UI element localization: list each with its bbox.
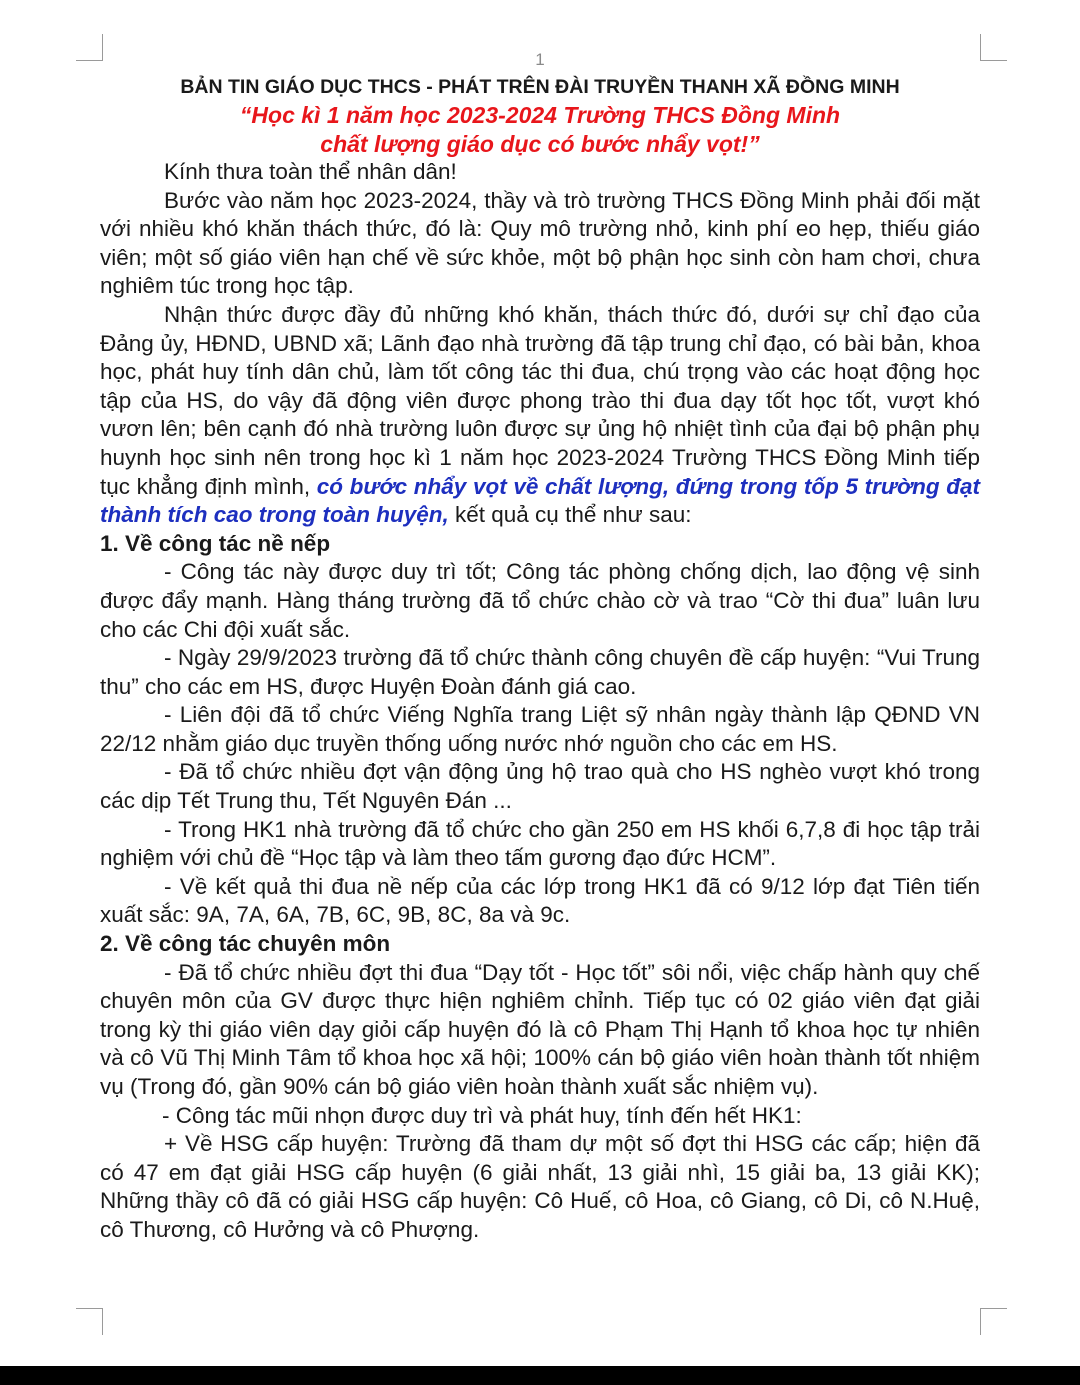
discipline-item: - Liên đội đã tổ chức Viếng Nghĩa trang Liệt sỹ nhân ngày thành lập QĐND VN 22/12 nhằm giáo dục truyền thống uống nước nhớ nguồn cho các em HS. bbox=[100, 702, 980, 756]
professional-item: - Đã tổ chức nhiều đợt thi đua “Dạy tốt - Học tốt” sôi nổi, việc chấp hành quy chế chuyên môn của GV được thực hiện nghiêm chỉnh. Tiếp tục có 02 giáo viên đạt giải trong kỳ thi giáo viên dạy giỏi cấp huyện đó là cô Phạm Thị Hạnh tổ khoa học tự nhiên và cô Vũ Thị Minh Tâm tổ khoa học xã hội; 100% cán bộ giáo viên hoàn thành tốt nhiệm vụ (Trong đó, gần 90% cán bộ giáo viên hoàn thành xuất sắc nhiệm vụ). bbox=[100, 959, 980, 1099]
discipline-item: - Công tác này được duy trì tốt; Công tác phòng chống dịch, lao động vệ sinh được đẩy mạnh. Hàng tháng trường đã tổ chức chào cờ và trao “Cờ thi đua” luân lưu cho các Chi đội xuất sắc. bbox=[100, 559, 980, 642]
discipline-item: - Về kết quả thi đua nề nếp của các lớp trong HK1 đã có 9/12 lớp đạt Tiên tiến xuất sắc: 9A, 7A, 6A, 7B, 6C, 9B, 8C, 8a và 9c. bbox=[100, 873, 980, 928]
bulletin-title: BẢN TIN GIÁO DỤC THCS - PHÁT TRÊN ĐÀI TRUYỀN THANH XÃ ĐỒNG MINH bbox=[180, 76, 900, 98]
document-body bbox=[100, 73, 980, 1245]
headline bbox=[100, 101, 980, 158]
page-number: 1 bbox=[535, 50, 545, 69]
discipline-item: - Đã tổ chức nhiều đợt vận động ủng hộ trao quà cho HS nghèo vượt khó trong các dịp Tết Trung thu, Tết Nguyên Đán ... bbox=[100, 759, 980, 814]
headline-line-2: chất lượng giáo dục có bước nhẩy vọt!” bbox=[320, 130, 760, 157]
page-corner-mark-bottom-right bbox=[980, 1308, 1007, 1335]
context-text-end: kết quả cụ thể như sau: bbox=[448, 502, 692, 528]
headline-line-1: “Học kì 1 năm học 2023-2024 Trường THCS Đồng Minh bbox=[239, 102, 841, 128]
professional-item: + Về HSG cấp huyện: Trường đã tham dự một số đợt thi HSG các cấp; hiện đã có 47 em đạt giải HSG cấp huyện (6 giải nhất, 13 giải nhì, 15 giải ba, 13 giải KK); Những thầy cô đã có giải HSG cấp huyện: Cô Huế, cô Hoa, cô Giang, cô Di, cô N.Huệ, cô Thương, cô Hưởng và cô Phượng. bbox=[100, 1131, 980, 1242]
section-heading-discipline: 1. Về công tác nề nếp bbox=[100, 530, 331, 556]
screen-bottom-bar bbox=[0, 1366, 1080, 1385]
highlighted-achievement: có bước nhẩy vọt về chất lượng, đứng trong tốp 5 trường đạt thành tích cao trong toàn huyện, bbox=[100, 473, 980, 528]
section-heading-professional: 2. Về công tác chuyên môn bbox=[100, 931, 391, 957]
greeting: Kính thưa toàn thể nhân dân! bbox=[164, 159, 457, 184]
context-text: Nhận thức được đầy đủ những khó khăn, thách thức đó, dưới sự chỉ đạo của Đảng ủy, HĐND, UBND xã; Lãnh đạo nhà trường đã tập trung chỉ đạo, có bài bản, khoa học, phát huy tính dân chủ, làm tốt công tác thi đua, chú trọng vào các hoạt động học tập của HS, do vậy đã động viên được phong trào thi đua dạy tốt học tốt, vượt khó vươn lên; bên cạnh đó nhà trường luôn được sự ủng hộ nhiệt tình của đại bộ phận phụ huynh học sinh nên trong học kì 1 năm học 2023-2024 Trường THCS Đồng Minh tiếp tục khẳng định mình, bbox=[100, 301, 980, 499]
discipline-item: - Trong HK1 nhà trường đã tổ chức cho gần 250 em HS khối 6,7,8 đi học tập trải nghiệm với chủ đề “Học tập và làm theo tấm gương đạo đức HCM”. bbox=[100, 816, 980, 871]
professional-item: - Công tác mũi nhọn được duy trì và phát huy, tính đến hết HK1: bbox=[162, 1102, 802, 1128]
intro-paragraph: Bước vào năm học 2023-2024, thầy và trò trường THCS Đồng Minh phải đối mặt với nhiều khó khăn thách thức, đó là: Quy mô trường nhỏ, kinh phí eo hẹp, thiếu giáo viên; một số giáo viên hạn chế về sức khỏe, một bộ phận học sinh còn ham chơi, chưa nghiêm túc trong học tập. bbox=[100, 187, 980, 299]
page-corner-mark-bottom-left bbox=[76, 1308, 103, 1335]
context-paragraph bbox=[100, 301, 980, 530]
discipline-item: - Ngày 29/9/2023 trường đã tổ chức thành công chuyên đề cấp huyện: “Vui Trung thu” cho các em HS, được Huyện Đoàn đánh giá cao. bbox=[100, 645, 980, 699]
